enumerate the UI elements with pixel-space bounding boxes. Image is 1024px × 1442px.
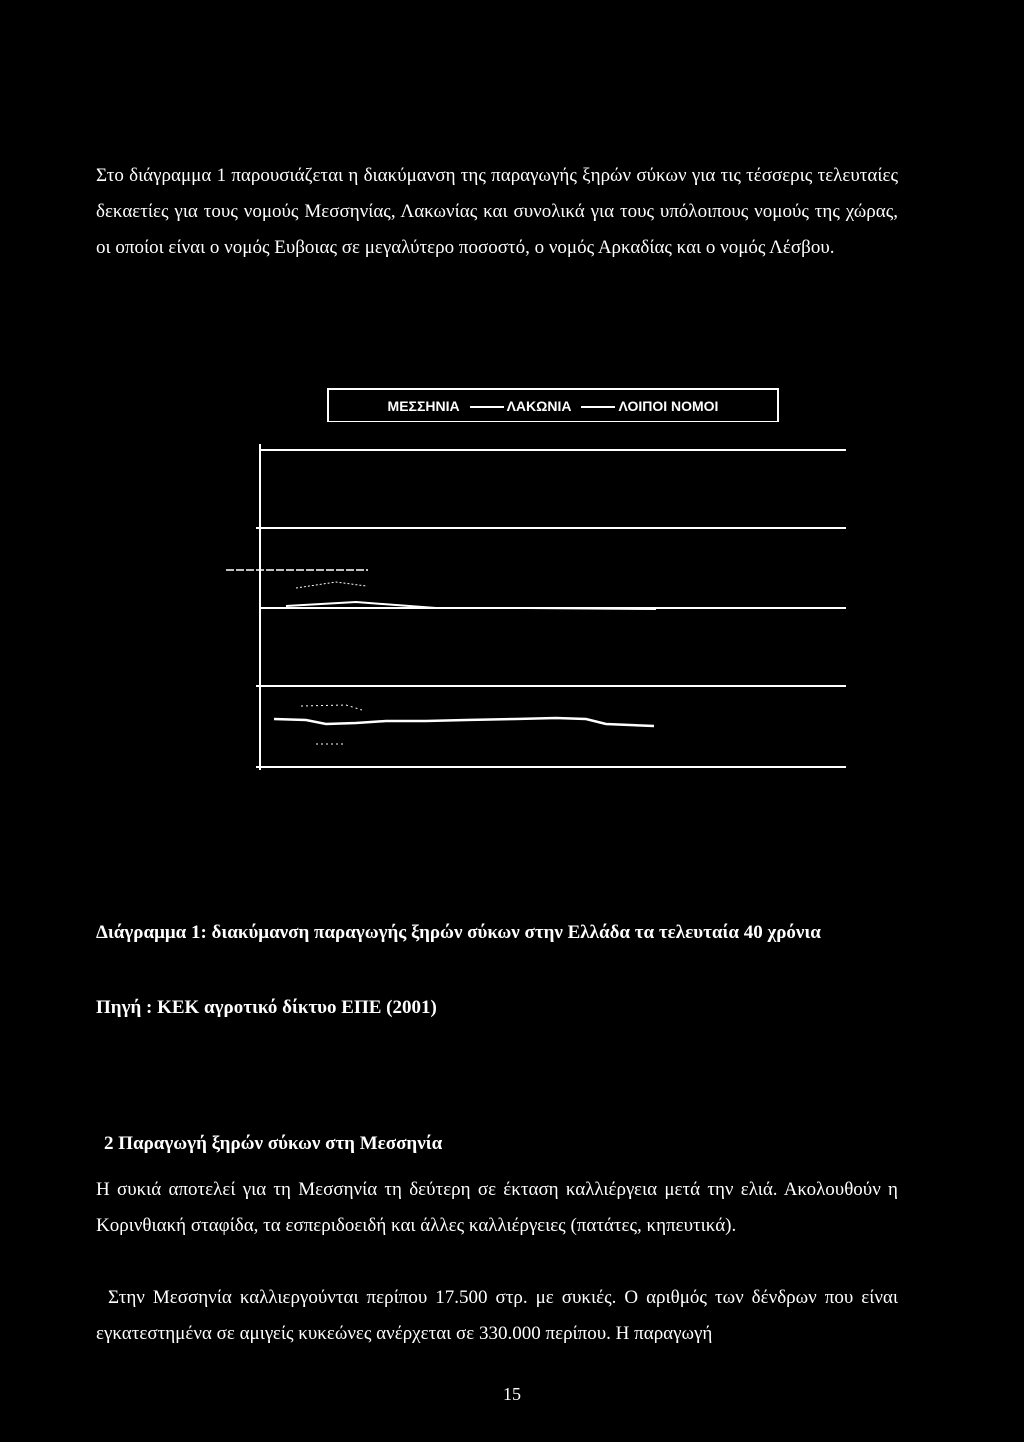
page-number: 15 (503, 1384, 521, 1404)
legend-item-lakonia: ΛΑΚΩΝΙΑ (470, 398, 572, 414)
legend-item-others: ΛΟΙΠΟΙ ΝΟΜΟΙ (581, 398, 718, 414)
legend-item-messinia: ΜΕΣΣΗΝΙΑ (387, 397, 460, 414)
section-paragraph-2: Στην Μεσσηνία καλλιεργούνται περίπου 17.500 στρ. με συκιές. Ο αριθμός των δένδρων που είναι εγκατεστημένα σε αμιγείς κυκεώνες ανέρχεται σε 330.000 περίπου. Η παραγωγή (96, 1287, 898, 1344)
section-paragraph-1: Η συκιά αποτελεί για τη Μεσσηνία τη δεύτερη σε έκταση καλλιέργεια μετά την ελιά. Ακολουθούν η Κορινθιακή σταφίδα, τα εσπεριδοειδή και άλλες καλλιέργειες (πατάτες, κηπευτικά). (96, 1179, 898, 1236)
intro-paragraph: Στο διάγραμμα 1 παρουσιάζεται η διακύμανση της παραγωγής ξηρών σύκων για τις τέσσερις τελευταίες δεκαετίες για τους νομούς Μεσσηνίας, Λακωνίας και συνολικά για τους υπόλοιπους νομούς της χώρας, οι οποίοι είναι ο νομός Ευβοιας σε μεγαλύτερο ποσοστό, ο νομός Αρκαδίας και ο νομός Λέσβου. (96, 165, 898, 258)
chart-caption: Διάγραμμα 1: διακύμανση παραγωγής ξηρών σύκων στην Ελλάδα τα τελευταία 40 χρόνια (96, 922, 821, 943)
series-line (296, 582, 366, 588)
series-line (301, 705, 362, 710)
series-line (274, 718, 654, 726)
section-heading: 2 Παραγωγή ξηρών σύκων στη Μεσσηνία (104, 1133, 443, 1154)
chart-source: Πηγή : ΚΕΚ αγροτικό δίκτυο ΕΠΕ (2001) (96, 997, 437, 1018)
chart-legend (327, 388, 779, 422)
production-chart (226, 424, 852, 830)
